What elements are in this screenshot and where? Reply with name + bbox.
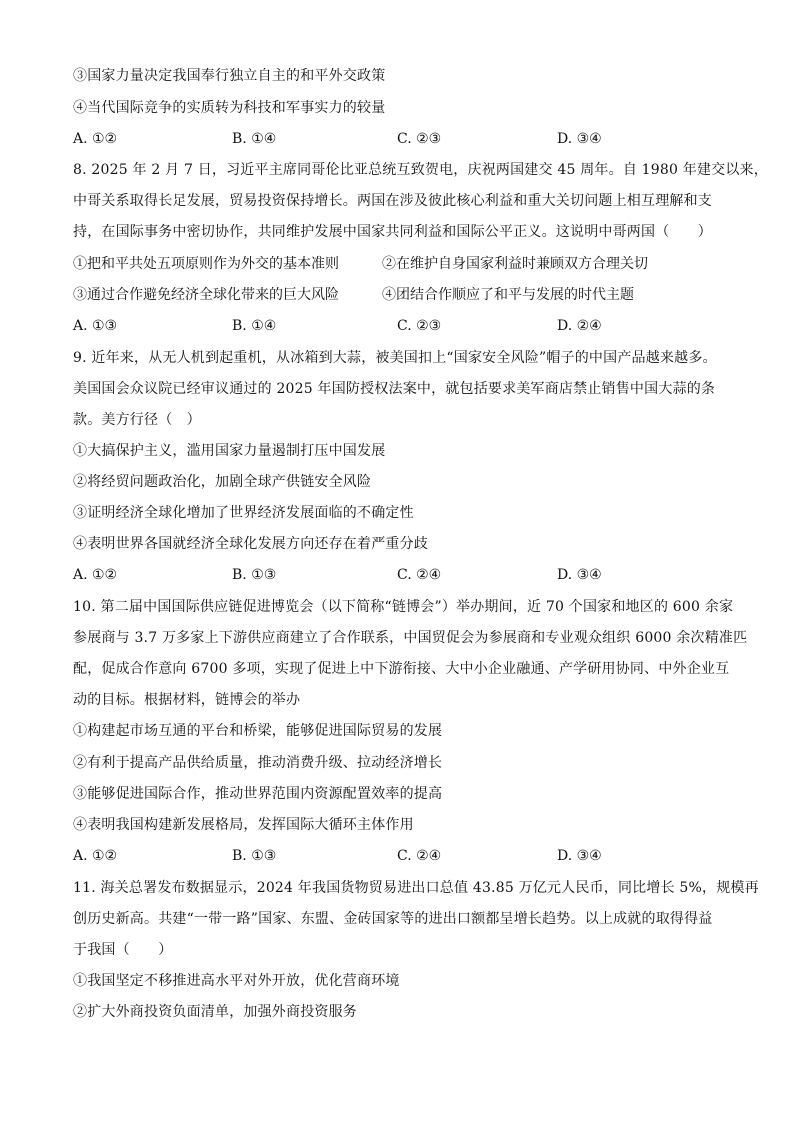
q10-option-b: B. ①③: [232, 848, 277, 864]
q9-stem-line-1: 9. 近年来，从无人机到起重机，从冰箱到大蒜，被美国扣上“国家安全风险”帽子的中国产品越来越多。: [73, 350, 717, 366]
q9-item-3: ③证明经济全球化增加了世界经济发展面临的不确定性: [73, 505, 414, 521]
q8-item-2: ②在维护自身国家利益时兼顾双方合理关切: [382, 256, 648, 272]
q7-option-a: A. ①②: [73, 131, 118, 147]
q11-item-1: ①我国坚定不移推进高水平对外开放，优化营商环境: [73, 973, 400, 989]
q10-item-1: ①构建起市场互通的平台和桥梁，能够促进国际贸易的发展: [73, 723, 443, 739]
q8-option-b: B. ①④: [232, 318, 277, 334]
q11-stem-line-2: 创历史新高。共建“一带一路”国家、东盟、金砖国家等的进出口额都呈增长趋势。以上成就的取得得益: [73, 911, 713, 927]
q7-item-3: ③国家力量决定我国奉行独立自主的和平外交政策: [73, 68, 386, 84]
q10-option-d: D. ③④: [557, 848, 602, 864]
q9-option-c: C. ②④: [397, 567, 442, 583]
q9-item-4: ④表明世界各国就经济全球化发展方向还存在着严重分歧: [73, 536, 428, 552]
q8-stem-line-1: 8. 2025 年 2 月 7 日，习近平主席同哥伦比亚总统互致贺电，庆祝两国建交 45 周年。自 1980 年建交以来，: [73, 162, 768, 178]
q9-stem-line-2: 美国国会众议院已经审议通过的 2025 年国防授权法案中，就包括要求美军商店禁止销售中国大蒜的条: [73, 381, 716, 397]
q7-option-c: C. ②③: [397, 131, 442, 147]
q8-option-c: C. ②③: [397, 318, 442, 334]
q11-stem-line-3: 于我国（ ）: [73, 942, 173, 958]
q10-stem-line-3: 配，促成合作意向 6700 多项，实现了促进上中下游衔接、大中小企业融通、产学研用协同、中外企业互: [73, 661, 730, 677]
q11-stem-line-1: 11. 海关总署发布数据显示，2024 年我国货物贸易进出口总值 43.85 万亿元人民币，同比增长 5%，规模再: [73, 880, 759, 896]
q10-option-a: A. ①②: [73, 848, 118, 864]
q8-option-a: A. ①③: [73, 318, 118, 334]
q9-item-1: ①大搞保护主义，滥用国家力量遏制打压中国发展: [73, 443, 386, 459]
q9-stem-line-3: 款。美方行径（ ）: [73, 412, 201, 428]
q7-option-b: B. ①④: [232, 131, 277, 147]
q10-item-2: ②有利于提高产品供给质量，推动消费升级、拉动经济增长: [73, 755, 443, 771]
q10-stem-line-1: 10. 第二届中国国际供应链促进博览会（以下简称“链博会”）举办期间，近 70 个国家和地区的 600 余家: [73, 599, 734, 615]
q11-item-2: ②扩大外商投资负面清单，加强外商投资服务: [73, 1004, 357, 1020]
q9-option-d: D. ③④: [557, 567, 602, 583]
q7-item-4: ④当代国际竞争的实质转为科技和军事实力的较量: [73, 100, 386, 116]
q10-item-3: ③能够促进国际合作，推动世界范围内资源配置效率的提高: [73, 786, 443, 802]
q8-option-d: D. ②④: [557, 318, 602, 334]
q8-item-3: ③通过合作避免经济全球化带来的巨大风险: [73, 287, 339, 303]
q9-option-a: A. ①②: [73, 567, 118, 583]
q7-option-d: D. ③④: [557, 131, 602, 147]
q8-item-1: ①把和平共处五项原则作为外交的基本准则: [73, 256, 339, 272]
q8-item-4: ④团结合作顺应了和平与发展的时代主题: [382, 287, 634, 303]
q10-stem-line-4: 动的目标。根据材料，链博会的举办: [73, 692, 301, 708]
q8-stem-line-2: 中哥关系取得长足发展，贸易投资保持增长。两国在涉及彼此核心利益和重大关切问题上相互理解和支: [73, 193, 712, 209]
q10-item-4: ④表明我国构建新发展格局，发挥国际大循环主体作用: [73, 817, 414, 833]
q8-stem-line-3: 持，在国际事务中密切协作，共同维护发展中国家共同利益和国际公平正义。这说明中哥两国（ ）: [73, 224, 712, 240]
q10-option-c: C. ②④: [397, 848, 442, 864]
q10-stem-line-2: 参展商与 3.7 万多家上下游供应商建立了合作联系，中国贸促会为参展商和专业观众组织 6000 余次精准匹: [73, 630, 748, 646]
q9-option-b: B. ①③: [232, 567, 277, 583]
q9-item-2: ②将经贸问题政治化，加剧全球产供链安全风险: [73, 474, 372, 490]
